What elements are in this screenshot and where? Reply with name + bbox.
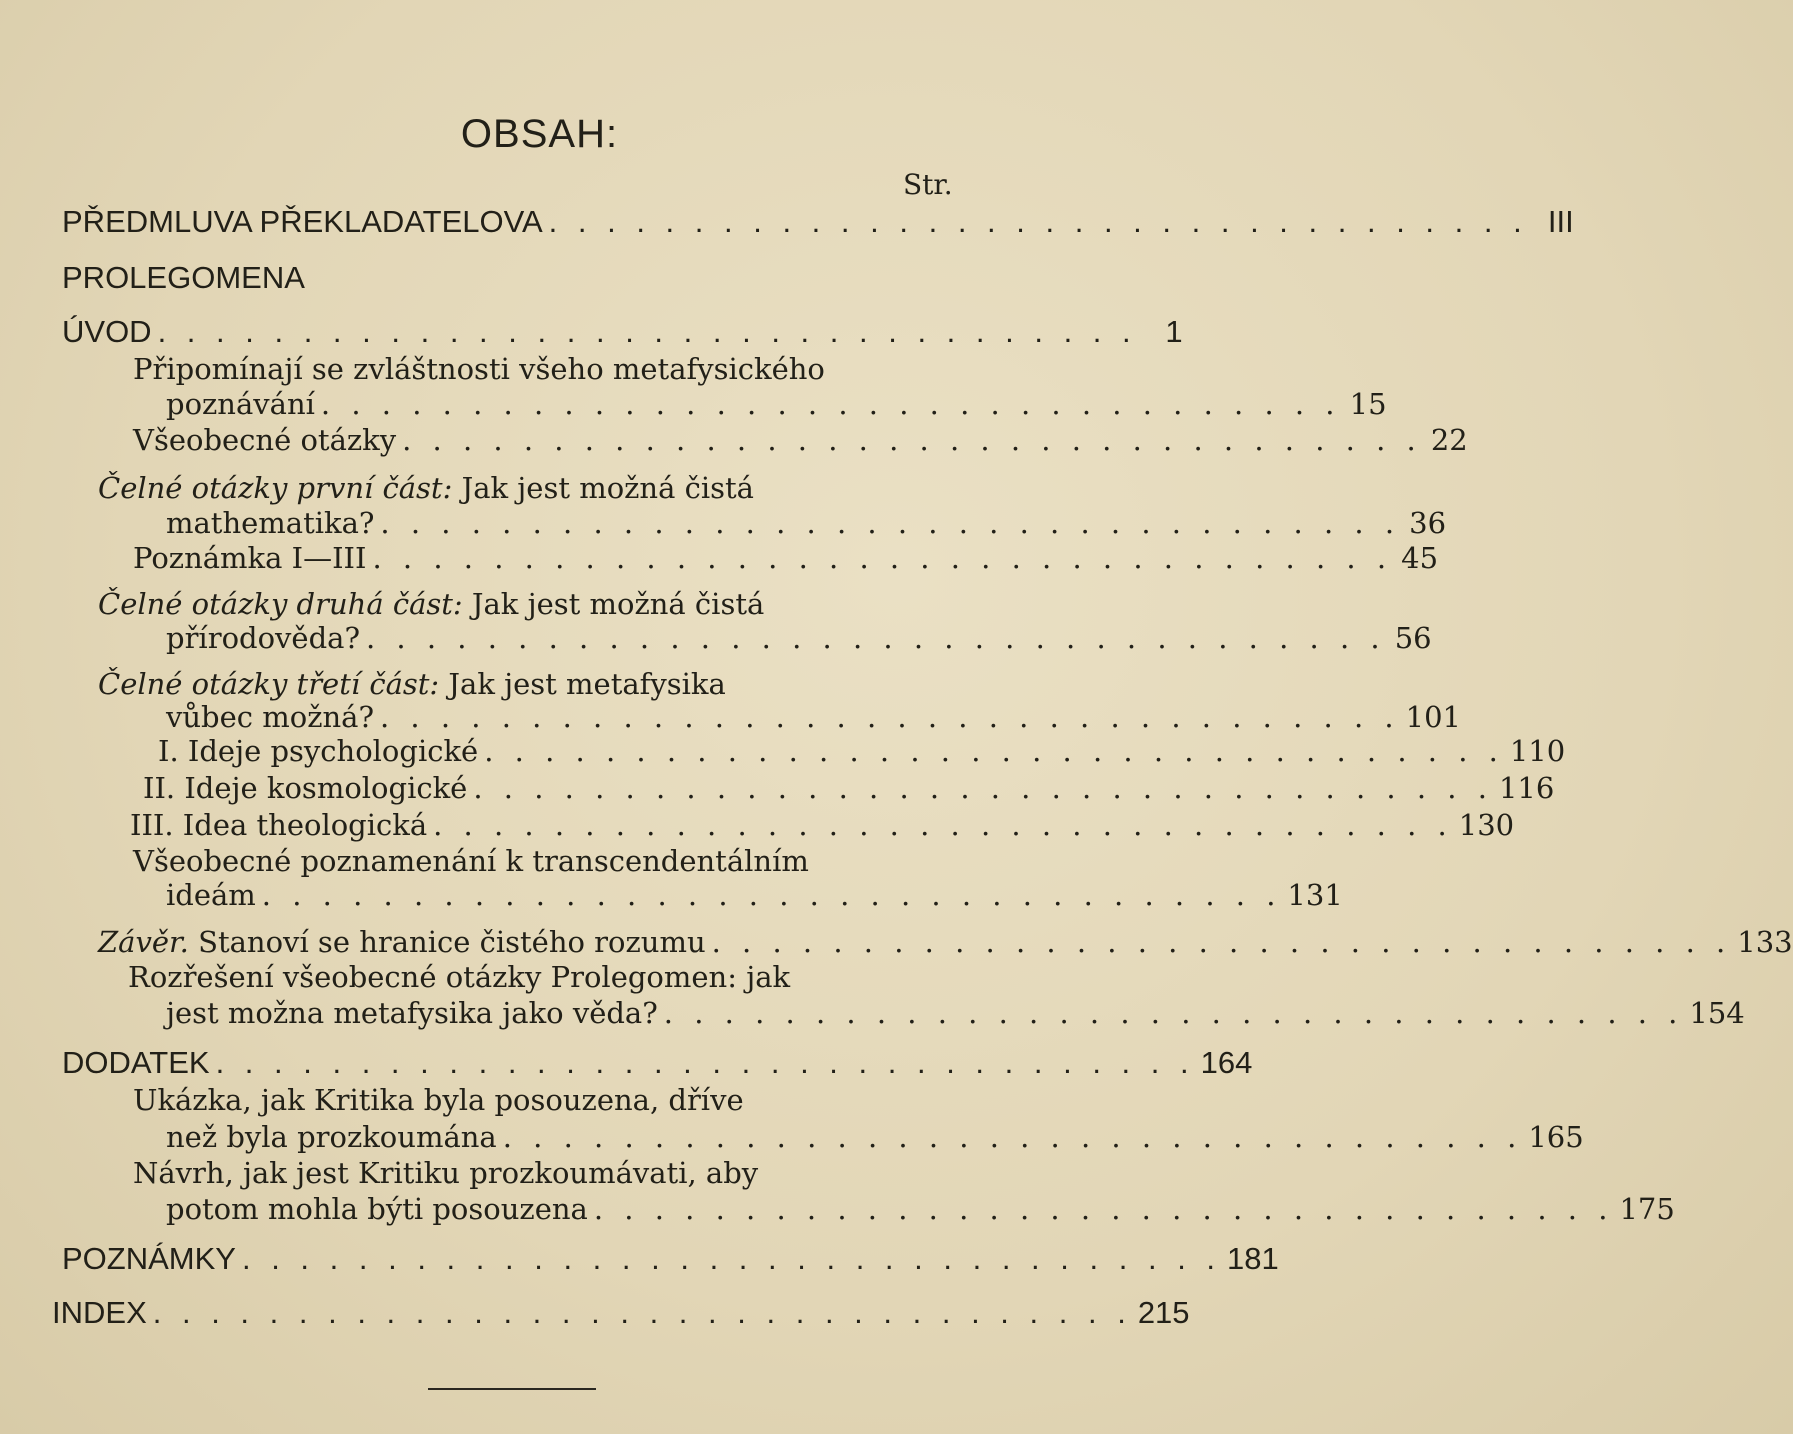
dot-leader: . . . . . . . . . . . . . . . . . . . . . . . . . . . . . . . . . . xyxy=(711,925,1732,959)
toc-entry-italic-text: Závěr. xyxy=(98,925,189,959)
dot-leader: . . . . . . . . . . . . . . . . . . . . . . . . . . . . . . . . . . xyxy=(320,387,1341,421)
dot-leader: . . . . . . . . . . . . . . . . . . . . . . . . . . . . . . . . . . xyxy=(215,1045,1195,1080)
toc-page-number: 22 xyxy=(1430,423,1468,457)
toc-page-number: 165 xyxy=(1528,1120,1584,1154)
dot-leader: . . . . . . . . . . . . . . . . . . . . . . . . . . . . . . . . . . xyxy=(241,1241,1222,1276)
toc-entry-text: II. Ideje kosmologické xyxy=(143,771,468,805)
dot-leader: . . . . . . . . . . . . . . . . . . . . . . . . . . . . . . . . . . xyxy=(261,878,1282,912)
toc-entry-text: Jak jest metafysika xyxy=(448,667,726,701)
toc-entry-text: vůbec možná? xyxy=(166,700,374,734)
toc-entry-text: potom mohla býti posouzena xyxy=(166,1192,588,1226)
dot-leader: . . . . . . . . . . . . . . . . . . . . . . . . . . . . . . . . . . xyxy=(366,621,1386,655)
dot-leader: . . . . . . . . . . . . . . . . . . . . . . . . . . . . . . . . . . xyxy=(663,996,1684,1030)
closing-rule xyxy=(428,1388,596,1390)
toc-page-number: 116 xyxy=(1498,771,1555,805)
dot-leader: . . . . . . . . . . . . . . . . . . . . . . . . . . . . . . . . . . xyxy=(548,204,1528,239)
toc-entry-text: ÚVOD xyxy=(62,314,152,349)
toc-entry-treti-line2 xyxy=(166,699,1461,735)
toc-entry-text: jest možna metafysika jako věda? xyxy=(166,996,658,1030)
toc-entry-prolegomena xyxy=(62,260,305,296)
toc-entry-text: Ukázka, jak Kritika byla posouzena, dříve xyxy=(133,1083,744,1117)
toc-entry-text: Jak jest možná čistá xyxy=(461,471,754,505)
toc-entry-italic-text: Čelné otázky první část: xyxy=(98,471,453,505)
toc-entry-text: přírodověda? xyxy=(166,621,360,655)
toc-entry-uvod xyxy=(62,314,1183,350)
toc-entry-vseobecne-poz-line2 xyxy=(166,877,1343,913)
toc-entry-text: DODATEK xyxy=(62,1045,210,1080)
toc-entry-text: Všeobecné otázky xyxy=(133,423,397,457)
toc-entry-text: Rozřešení všeobecné otázky Prolegomen: jak xyxy=(128,960,791,994)
toc-entry-text: mathematika? xyxy=(166,506,375,540)
dot-leader: . . . . . . . . . . . . . . . . . . . . . . . . . . . . . . . . . . xyxy=(433,808,1453,842)
toc-entry-prvni-line1 xyxy=(98,470,754,506)
dot-leader: . . . . . . . . . . . . . . . . . . . . . . . . . . . . . . . . . . xyxy=(593,1192,1614,1226)
toc-entry-rozreseni-line2 xyxy=(166,995,1745,1031)
toc-entry-idea-theologicka xyxy=(130,807,1515,843)
toc-entry-rozreseni-line1 xyxy=(128,959,790,995)
toc-entry-ukazka-line1 xyxy=(133,1082,744,1118)
toc-page-number: 215 xyxy=(1137,1295,1190,1330)
toc-entry-text: I. Ideje psychologické xyxy=(158,734,479,768)
toc-entry-idea-kosmologicke xyxy=(143,770,1555,806)
toc-entry-prvni-line2 xyxy=(166,505,1447,541)
page-title: OBSAH: xyxy=(460,112,619,156)
toc-entry-text: POZNÁMKY xyxy=(62,1241,236,1276)
toc-entry-text: Poznámka I—III xyxy=(133,541,367,575)
toc-page-number: 15 xyxy=(1349,387,1387,421)
toc-page-number: 175 xyxy=(1619,1192,1675,1226)
toc-entry-text: Připomínají se zvláštnosti všeho metafysického xyxy=(133,352,825,386)
toc-entry-text: poznávání xyxy=(166,387,315,421)
dot-leader: . . . . . . . . . . . . . . . . . . . . . . . . . . . . . . . . . . xyxy=(152,1295,1132,1330)
toc-page-number: 181 xyxy=(1227,1241,1279,1276)
dot-leader: . . . . . . . . . . . . . . . . . . . . . . . . . . . . . . . . . . xyxy=(402,423,1422,457)
dot-leader: . . . . . . . . . . . . . . . . . . . . . . . . . . . . . . . . . . xyxy=(157,314,1137,349)
toc-entry-pripominaji-line2 xyxy=(166,386,1387,422)
toc-page-number: 1 xyxy=(1165,314,1183,349)
toc-page-number: 133 xyxy=(1737,925,1793,959)
toc-page-number: 110 xyxy=(1509,734,1566,768)
toc-entry-predmluva xyxy=(62,204,1574,240)
dot-leader: . . . . . . . . . . . . . . . . . . . . . . . . . . . . . . . . . . xyxy=(484,734,1504,768)
toc-entry-text: Všeobecné poznamenání k transcendentálním xyxy=(133,844,809,878)
toc-page-number: 101 xyxy=(1405,700,1461,734)
toc-page-number: 45 xyxy=(1401,541,1439,575)
toc-entry-navrh-line1 xyxy=(133,1155,758,1191)
toc-page-number: 56 xyxy=(1394,621,1432,655)
toc-entry-text: III. Idea theologická xyxy=(130,808,428,842)
toc-entry-treti-line1 xyxy=(98,666,726,702)
dot-leader: . . . . . . . . . . . . . . . . . . . . . . . . . . . . . . . . . . xyxy=(380,700,1400,734)
toc-entry-idea-psychologicke xyxy=(158,733,1566,769)
toc-entry-druha-line1 xyxy=(98,586,764,622)
toc-entry-text: Stanoví se hranice čistého rozumu xyxy=(198,925,706,959)
toc-entry-dodatek xyxy=(62,1045,1253,1081)
toc-page-number: 36 xyxy=(1409,506,1447,540)
toc-entry-poznamka xyxy=(133,540,1439,576)
toc-page-number: 130 xyxy=(1458,808,1515,842)
toc-entry-text: PROLEGOMENA xyxy=(62,260,305,295)
toc-page-number: III xyxy=(1547,204,1574,239)
toc-page-number: 164 xyxy=(1200,1045,1253,1080)
toc-entry-text: INDEX xyxy=(52,1295,147,1330)
dot-leader: . . . . . . . . . . . . . . . . . . . . . . . . . . . . . . . . . . xyxy=(380,506,1401,540)
toc-entry-text: Jak jest možná čistá xyxy=(471,587,765,621)
toc-page-number: 131 xyxy=(1287,878,1343,912)
toc-entry-druha-line2 xyxy=(166,620,1432,656)
dot-leader: . . . . . . . . . . . . . . . . . . . . . . . . . . . . . . . . . . xyxy=(473,771,1493,805)
toc-entry-text: PŘEDMLUVA PŘEKLADATELOVA xyxy=(62,204,543,239)
toc-entry-vseobecne-poz-line1 xyxy=(133,843,809,879)
toc-entry-italic-text: Čelné otázky druhá část: xyxy=(98,587,463,621)
toc-entry-italic-text: Čelné otázky třetí část: xyxy=(98,667,440,701)
toc-page-number: 154 xyxy=(1689,996,1745,1030)
toc-entry-text: než byla prozkoumána xyxy=(166,1120,497,1154)
toc-entry-vseobecne-otazky xyxy=(133,422,1468,458)
toc-entry-ukazka-line2 xyxy=(166,1119,1584,1155)
toc-entry-text: ideám xyxy=(166,878,256,912)
toc-entry-pripominaji-line1 xyxy=(133,351,825,387)
toc-entry-navrh-line2 xyxy=(166,1191,1675,1227)
toc-entry-text: Návrh, jak jest Kritiku prozkoumávati, aby xyxy=(133,1156,759,1190)
dot-leader: . . . . . . . . . . . . . . . . . . . . . . . . . . . . . . . . . . xyxy=(502,1120,1523,1154)
page-column-label: Str. xyxy=(903,168,953,201)
toc-entry-poznamky xyxy=(62,1241,1279,1277)
dot-leader: . . . . . . . . . . . . . . . . . . . . . . . . . . . . . . . . . . xyxy=(372,541,1393,575)
toc-entry-index xyxy=(52,1295,1190,1331)
toc-entry-zaver xyxy=(98,924,1793,960)
